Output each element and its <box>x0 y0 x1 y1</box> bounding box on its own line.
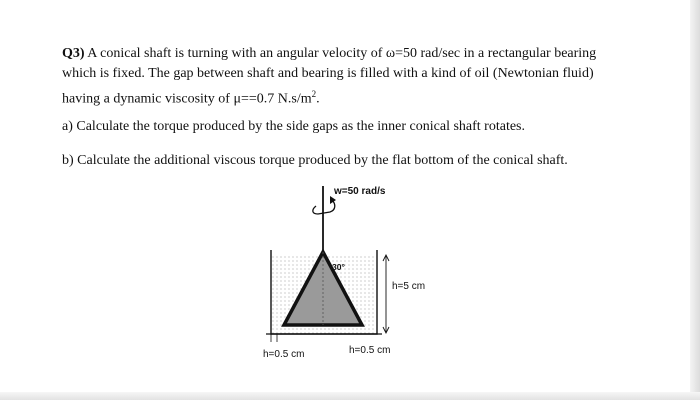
question-text-line1: A conical shaft is turning with an angular velocity of ω=50 rad/sec in a rectangular bearing <box>84 46 597 61</box>
question-unit-exponent: 2 <box>311 89 317 99</box>
photo-frame-edge-bottom <box>0 392 700 400</box>
cone-height-label: h=5 cm <box>392 281 426 292</box>
question-text-line3: having a dynamic viscosity of μ==0.7 N.s/m <box>62 91 312 107</box>
question-text-line2: which is fixed. The gap between shaft and bearing is filled with a kind of oil (Newtonian fluid) <box>62 66 594 81</box>
part-b-text: b) Calculate the additional viscous torque produced by the flat bottom of the conical shaft. <box>62 153 568 168</box>
angular-velocity-label: w=50 rad/s <box>334 186 386 197</box>
rotation-arrowhead <box>330 196 336 204</box>
conical-shaft-diagram <box>250 180 450 370</box>
question-statement <box>62 44 652 110</box>
bottom-gap-label: h=0.5 cm <box>349 345 391 356</box>
cone-angle-label: 30° <box>332 262 345 272</box>
question-text-line3-end: . <box>316 91 320 107</box>
photo-frame-edge-right <box>690 0 700 400</box>
question-number: Q3) <box>62 46 85 61</box>
side-gap-label: h=0.5 cm <box>263 349 305 360</box>
part-a-text: a) Calculate the torque produced by the side gaps as the inner conical shaft rotates. <box>62 119 525 134</box>
